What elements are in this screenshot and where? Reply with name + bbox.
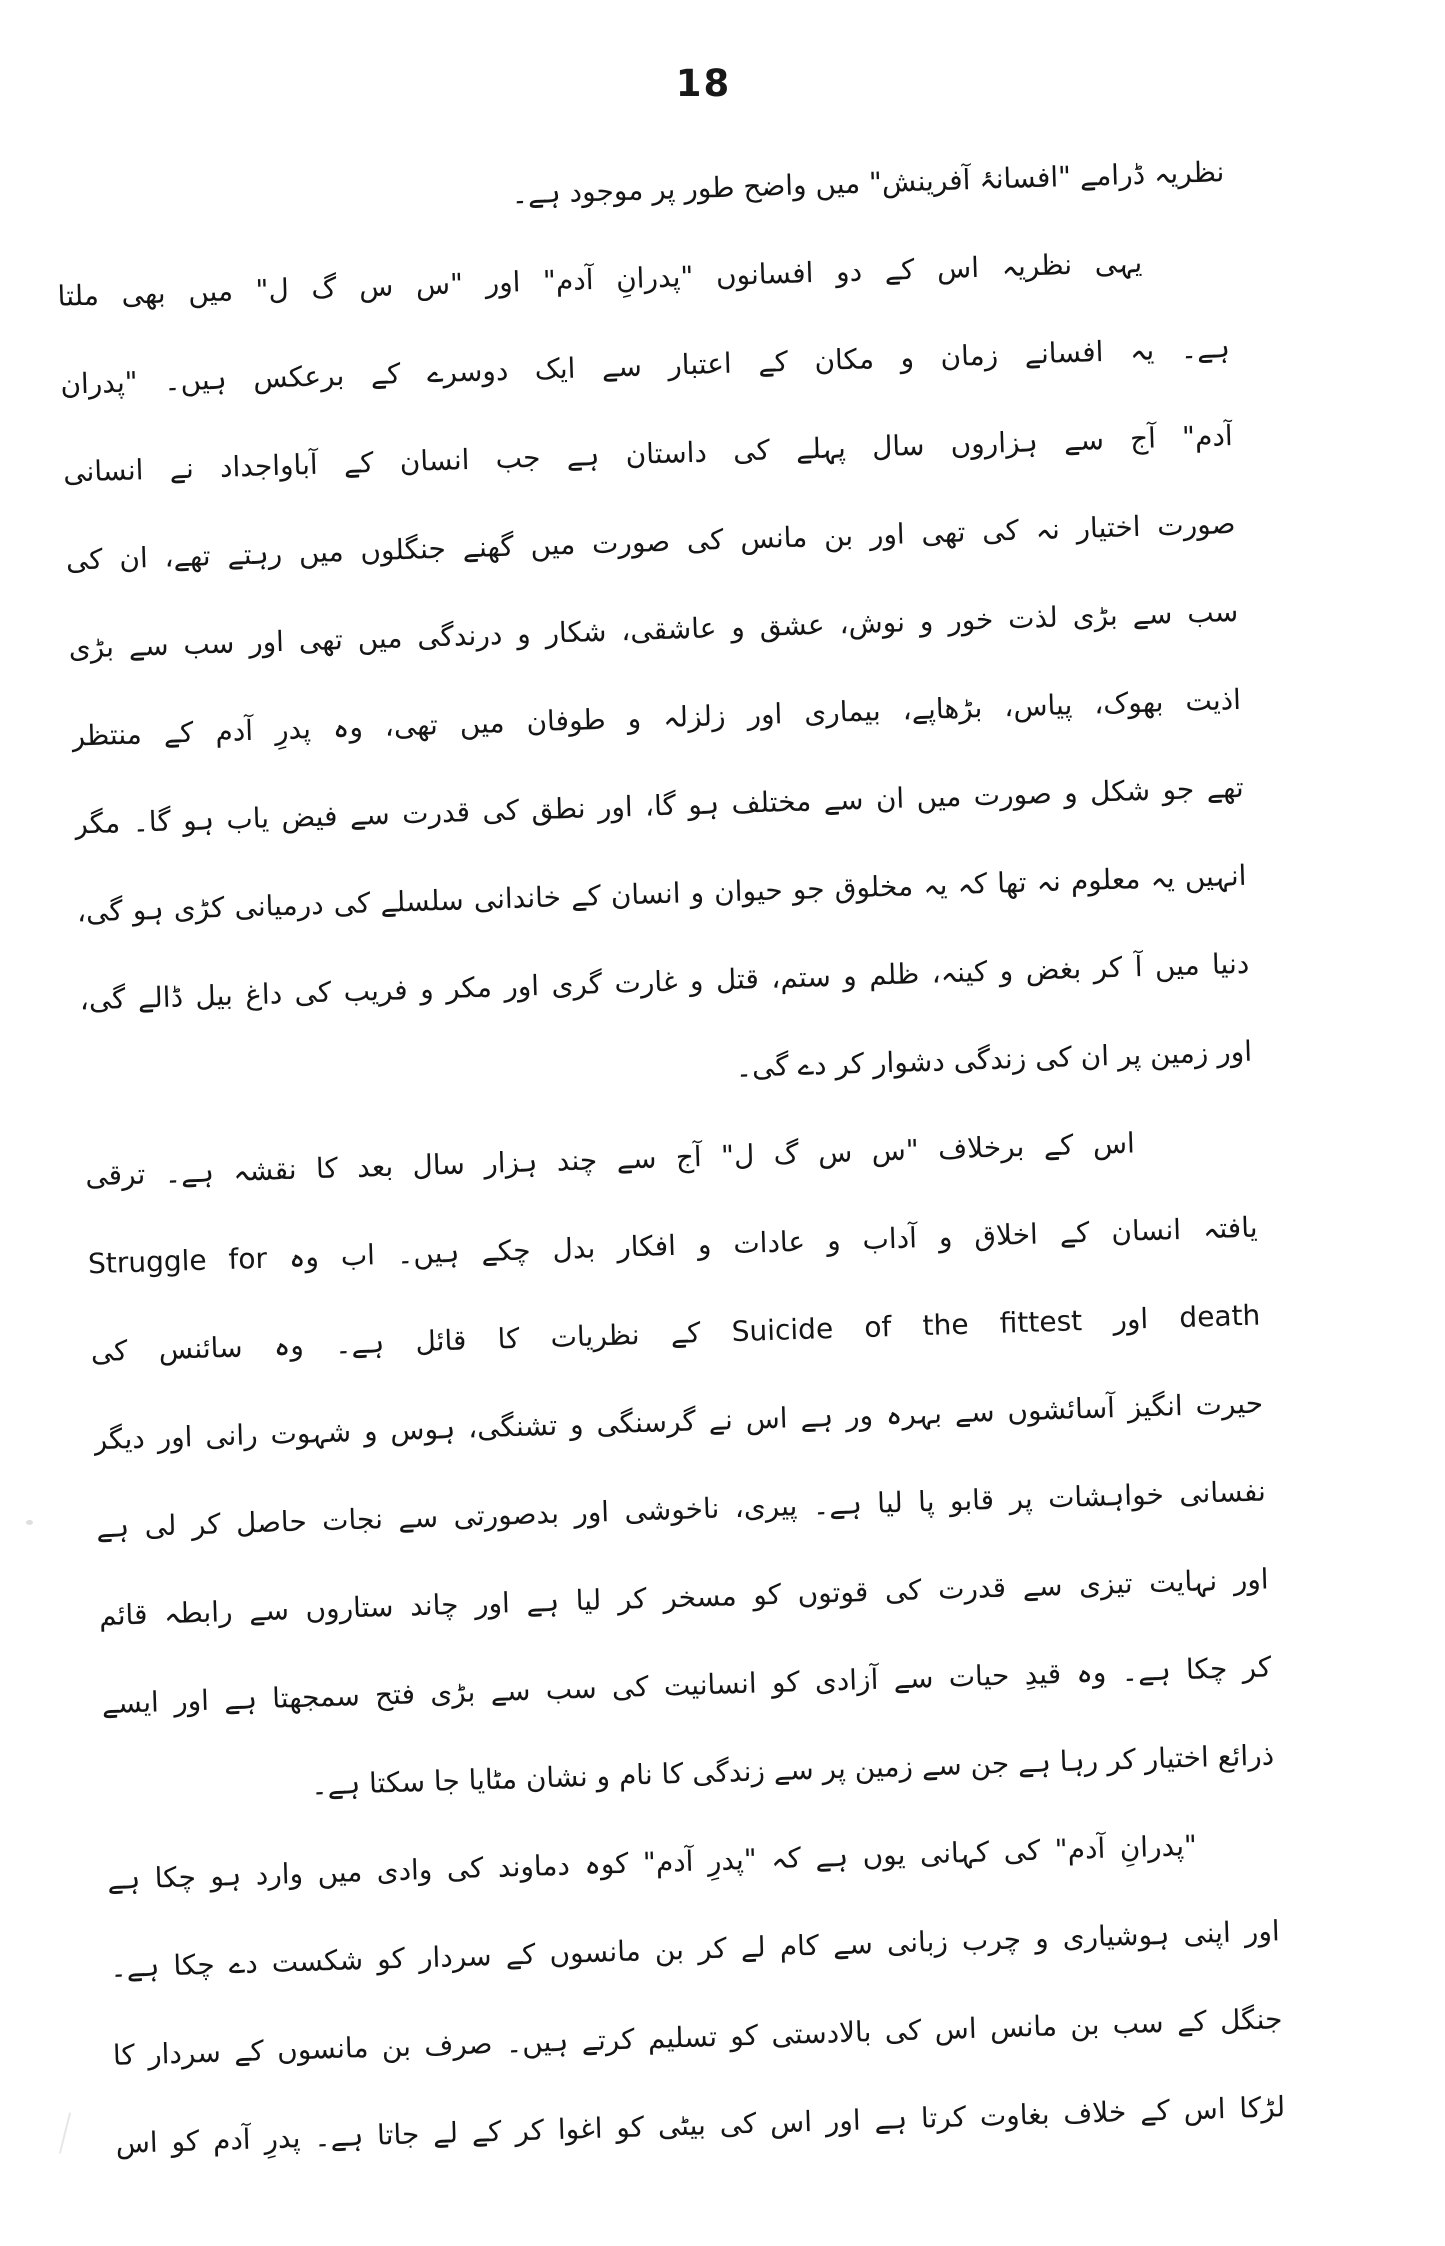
text-line-1: نظریہ ڈرامے "افسانۂ آفرینش" میں واضح طور پر موجود ہے۔ xyxy=(510,155,1225,211)
text-line-19: ذرائع اختیار کر رہا ہے جن سے زمین پر سے زندگی کا نام و نشان مٹایا جا سکتا ہے۔ xyxy=(310,1738,1275,1802)
text-line-8: تھے جو شکل و صورت میں ان سے مختلف ہو گا، اور نطق کی قدرت سے فیض یاب ہو گا۔ مگر xyxy=(73,770,1245,841)
scan-artifact xyxy=(26,1520,33,1525)
text-line-12: اس کے برخلاف "س س گ ل" آج سے چند ہزار سال بعد کا نقشہ ہے۔ ترقی xyxy=(84,1126,1136,1193)
page-body xyxy=(54,128,1287,2188)
text-line-15: حیرت انگیز آسائشوں سے بہرہ ور ہے اس نے گرسنگی و تشنگی، ہوس و شہوت رانی اور دیگر xyxy=(93,1386,1264,1457)
text-line-22: جنگل کے سب بن مانس اس کی بالادستی کو تسلیم کرتے ہیں۔ صرف بن مانسوں کے سردار کا xyxy=(112,2002,1283,2072)
text-line-2: یہی نظریہ اس کے دو افسانوں "پدرانِ آدم" اور "س س گ ل" میں بھی ملتا xyxy=(57,245,1143,313)
text-line-11: اور زمین پر ان کی زندگی دشوار کر دے گی۔ xyxy=(735,1034,1253,1084)
text-line-23: لڑکا اس کے خلاف بغاوت کرتا ہے اور اس کی بیٹی کو اغوا کر کے لے جاتا ہے۔ پدرِ آدم کو اس xyxy=(115,2090,1286,2160)
text-line-9: انہیں یہ معلوم نہ تھا کہ یہ مخلوق جو حیوان و انسان کے خاندانی سلسلے کی درمیانی کڑی ہو گی، xyxy=(76,858,1247,929)
text-line-16: نفسانی خواہشات پر قابو پا لیا ہے۔ پیری، ناخوشی اور بدصورتی سے نجات حاصل کر لی ہے xyxy=(95,1474,1267,1545)
text-line-20: "پدرانِ آدم" کی کہانی یوں ہے کہ "پدرِ آدم" کوہ دماوند کی وادی میں وارد ہو چکا ہے xyxy=(106,1828,1198,1897)
scan-artifact xyxy=(59,2112,71,2153)
text-line-18: کر چکا ہے۔ وہ قیدِ حیات سے آزادی کو انسانیت کی سب سے بڑی فتح سمجھتا ہے اور ایسے xyxy=(101,1650,1272,1721)
text-line-5: صورت اختیار نہ کی تھی اور بن مانس کی صورت میں گھنے جنگلوں میں رہتے تھے، ان کی xyxy=(65,506,1236,577)
text-line-17: اور نہایت تیزی سے قدرت کی قوتوں کو مسخر کر لیا ہے اور چاند ستاروں سے رابطہ قائم xyxy=(98,1562,1270,1633)
text-line-21: اور اپنی ہوشیاری و چرب زبانی سے کام لے کر بن مانسوں کے سردار کو شکست دے چکا ہے۔ xyxy=(109,1914,1281,1984)
text-line-10: دنیا میں آ کر بغض و کینہ، ظلم و ستم، قتل و غارت گری اور مکر و فریب کی داغ بیل ڈالے گی، xyxy=(79,946,1250,1017)
text-line-7: اذیت بھوک، پیاس، بڑھاپے، بیماری اور زلزلہ و طوفان میں تھی، وہ پدرِ آدم کے منتظر xyxy=(70,682,1242,753)
text-line-13: یافتہ انسان کے اخلاق و آداب و عادات و افکار بدل چکے ہیں۔ اب وہ Struggle for xyxy=(87,1210,1258,1281)
page-number: 18 xyxy=(675,62,732,105)
text-line-14: death اور Suicide of the fittest کے نظریات کا قائل ہے۔ وہ سائنس کی xyxy=(90,1298,1261,1369)
text-line-4: آدم" آج سے ہزاروں سال پہلے کی داستان ہے جب انسان کے آباواجداد نے انسانی xyxy=(62,418,1234,489)
text-line-6: سب سے بڑی لذت خور و نوش، عشق و عاشقی، شکار و درندگی میں تھی اور سب سے بڑی xyxy=(68,594,1239,665)
text-line-3: ہے۔ یہ افسانے زمان و مکان کے اعتبار سے ایک دوسرے کے برعکس ہیں۔ "پدران xyxy=(59,331,1231,401)
